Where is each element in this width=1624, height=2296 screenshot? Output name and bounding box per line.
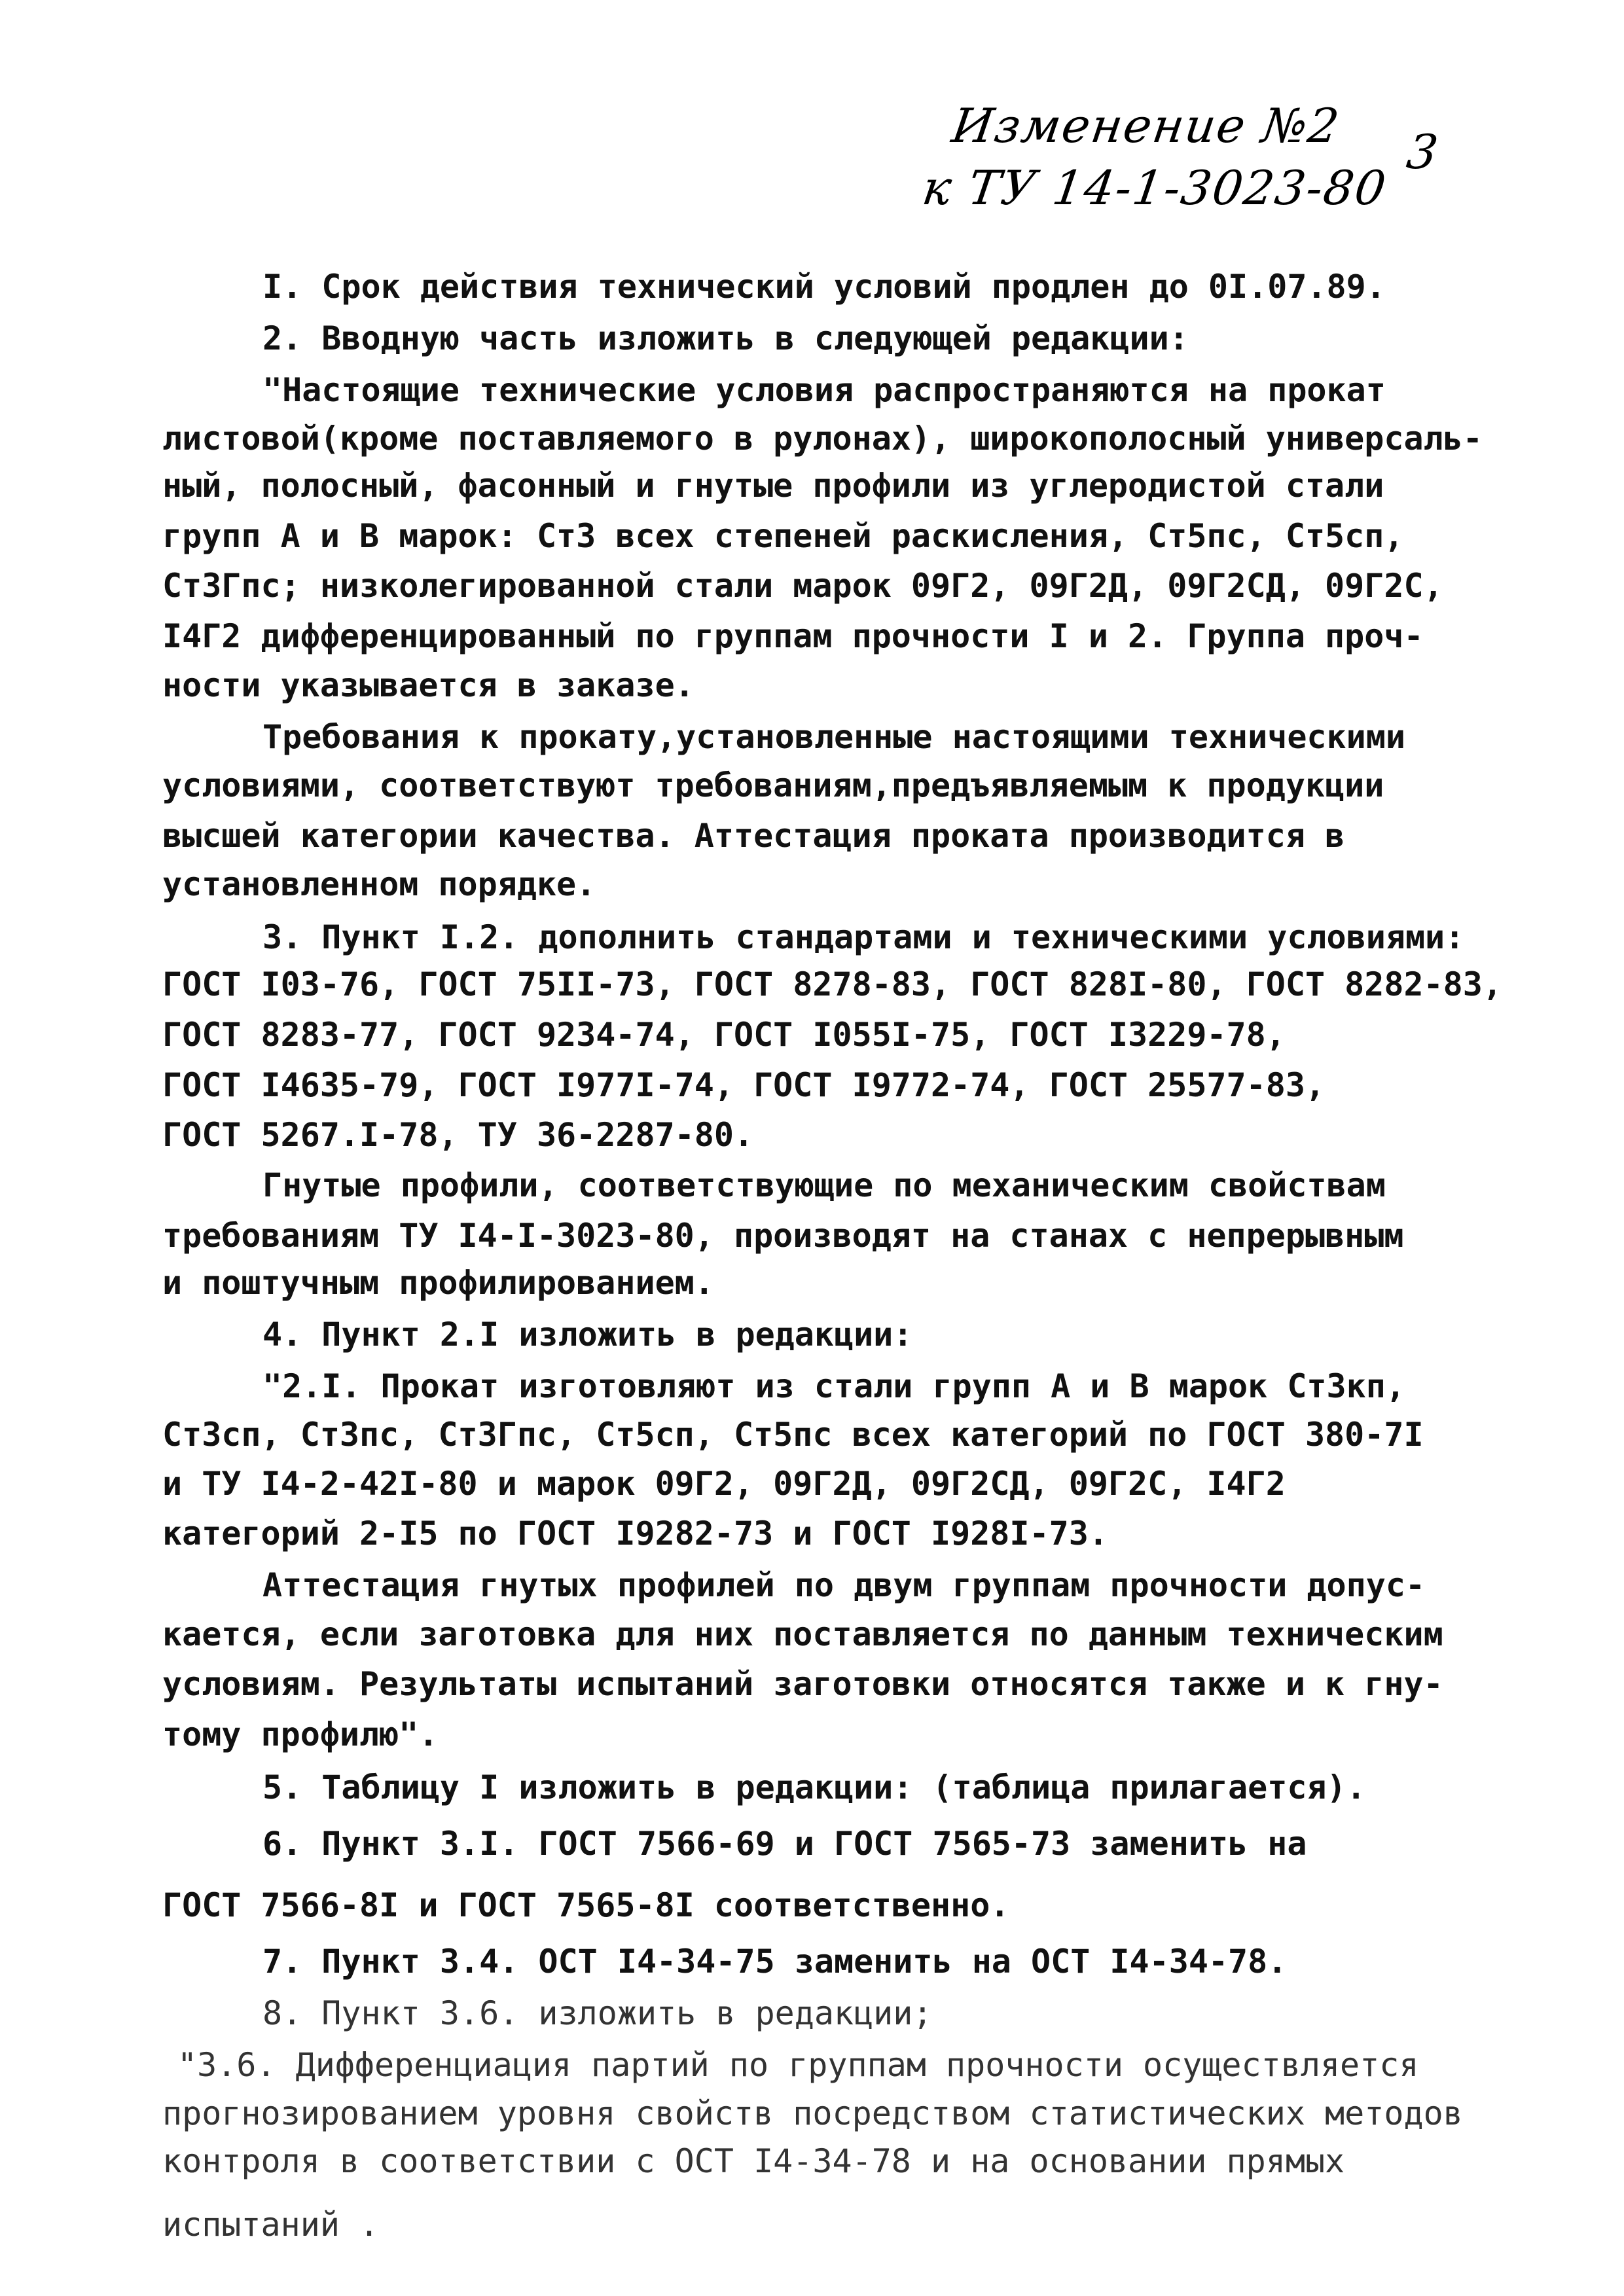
document-subtitle: к ТУ 14-1-3023-80 — [919, 160, 1390, 215]
text-line: Требования к прокату,установленные настоящими техническими — [262, 718, 1405, 756]
text-line: категорий 2-I5 по ГОСТ I9282-73 и ГОСТ I928I-73. — [162, 1515, 1108, 1552]
text-line: ГОСТ I4635-79, ГОСТ I977I-74, ГОСТ I9772-74, ГОСТ 25577-83, — [162, 1066, 1326, 1104]
text-line: 8. Пункт 3.6. изложить в редакции; — [262, 1994, 933, 2032]
text-line: тому профилю". — [162, 1715, 439, 1753]
document-title: Изменение №2 — [948, 98, 1344, 153]
text-line: ГОСТ 7566-8I и ГОСТ 7565-8I соответственно. — [162, 1886, 1010, 1924]
text-line: 5. Таблицу I изложить в редакции: (таблица прилагается). — [262, 1768, 1366, 1806]
text-line: 4. Пункт 2.I изложить в редакции: — [262, 1316, 913, 1354]
text-line: и поштучным профилированием. — [162, 1264, 714, 1302]
text-line: I. Срок действия технический условий продлен до 0I.07.89. — [262, 268, 1386, 306]
text-line: ГОСТ I03-76, ГОСТ 75II-73, ГОСТ 8278-83, ГОСТ 828I-80, ГОСТ 8282-83, — [162, 965, 1502, 1003]
text-line: Гнутые профили, соответствующие по механическим свойствам — [262, 1166, 1386, 1204]
text-line: условиями, соответствуют требованиям,предъявляемым к продукции — [162, 766, 1384, 804]
text-line: I4Г2 дифференцированный по группам прочности I и 2. Группа проч- — [162, 617, 1424, 655]
page-number: 3 — [1403, 124, 1443, 179]
text-line: испытаний . — [162, 2206, 380, 2244]
text-line: прогнозированием уровня свойств посредством статистических методов — [162, 2094, 1463, 2132]
text-line: листовой(кроме поставляемого в рулонах), широкополосный универсаль- — [162, 420, 1483, 457]
text-line: "3.6. Дифференциация партий по группам прочности осуществляется — [177, 2046, 1419, 2084]
text-line: ГОСТ 5267.I-78, ТУ 36-2287-80. — [162, 1116, 754, 1154]
text-line: и ТУ I4-2-42I-80 и марок 09Г2, 09Г2Д, 09Г2СД, 09Г2С, I4Г2 — [162, 1465, 1286, 1503]
text-line: "2.I. Прокат изготовляют из стали групп А и В марок Ст3кп, — [262, 1367, 1405, 1405]
text-line: ности указывается в заказе. — [162, 666, 695, 704]
text-line: высшей категории качества. Аттестация проката производится в — [162, 817, 1345, 855]
text-line: 2. Вводную часть изложить в следующей редакции: — [262, 319, 1189, 357]
text-line: 6. Пункт 3.I. ГОСТ 7566-69 и ГОСТ 7565-73 заменить на — [262, 1825, 1307, 1863]
text-line: ГОСТ 8283-77, ГОСТ 9234-74, ГОСТ I055I-75, ГОСТ I3229-78, — [162, 1016, 1286, 1054]
text-line: групп А и В марок: Ст3 всех степеней раскисления, Ст5пс, Ст5сп, — [162, 517, 1404, 555]
text-line: "Настоящие технические условия распространяются на прокат — [262, 371, 1386, 409]
text-line: установленном порядке. — [162, 865, 596, 903]
text-line: условиям. Результаты испытаний заготовки относятся также и к гну- — [162, 1665, 1443, 1703]
text-line: кается, если заготовка для них поставляется по данным техническим — [162, 1615, 1443, 1653]
text-line: Аттестация гнутых профилей по двум группам прочности допус- — [262, 1566, 1426, 1604]
text-line: 3. Пункт I.2. дополнить стандартами и техническими условиями: — [262, 918, 1465, 956]
text-line: контроля в соответствии с ОСТ I4-34-78 и на основании прямых — [162, 2142, 1345, 2180]
text-line: 7. Пункт 3.4. ОСТ I4-34-75 заменить на ОСТ I4-34-78. — [262, 1943, 1288, 1981]
text-line: Ст3Гпс; низколегированной стали марок 09Г2, 09Г2Д, 09Г2СД, 09Г2С, — [162, 567, 1443, 605]
text-line: ный, полосный, фасонный и гнутые профили из углеродистой стали — [162, 467, 1384, 505]
text-line: Ст3сп, Ст3пс, Ст3Гпс, Ст5сп, Ст5пс всех категорий по ГОСТ 380-7I — [162, 1416, 1424, 1454]
text-line: требованиям ТУ I4-I-3023-80, производят на станах с непрерывным — [162, 1217, 1404, 1255]
